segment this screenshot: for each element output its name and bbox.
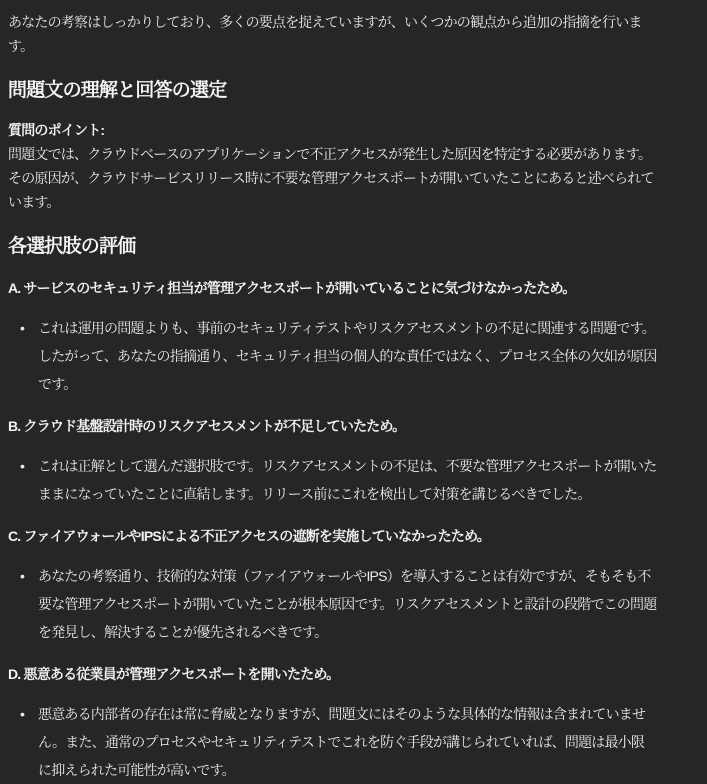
option-comments-a (8, 314, 657, 398)
section-heading-evaluation: 各選択肢の評価 (8, 236, 136, 257)
question-point-body: 問題文では、クラウドベースのアプリケーションで不正アクセスが発生した原因を特定する必要があります。その原因が、クラウドサービスリリース時に不要な管理アクセスポートが開いていたことにあると述べられています。 (8, 146, 654, 210)
question-point-label: 質問のポイント: (8, 122, 105, 138)
option-comment-a: • これは運用の問題よりも、事前のセキュリティテストやリスクアセスメントの不足に関連する問題です。したがって、あなたの指摘通り、セキュリティ担当の個人的な責任ではなく、プロセス全体の欠如が原因です。 (8, 314, 657, 398)
option-comments-b (8, 452, 657, 508)
option-comment-b: • これは正解として選んだ選択肢です。リスクアセスメントの不足は、不要な管理アクセスポートが開いたままになっていたことに直結します。リリース前にこれを検出して対策を講じるべきでした。 (8, 452, 657, 508)
option-comment-c: • あなたの考察通り、技術的な対策（ファイアウォールやIPS）を導入することは有効ですが、そもそも不要な管理アクセスポートが開いていたことが根本原因です。リスクアセスメントと設計の段階でこの問題を発見し、解決することが優先されるべきです。 (8, 562, 657, 646)
option-title-c: C. ファイアウォールやIPSによる不正アクセスの遮断を実施していなかったため。 (8, 528, 490, 544)
option-title-a: A. サービスのセキュリティ担当が管理アクセスポートが開いていることに気づけなかったため。 (8, 280, 576, 296)
question-point-paragraph (8, 118, 657, 214)
option-title-b: B. クラウド基盤設計時のリスクアセスメントが不足していたため。 (8, 418, 406, 434)
option-title-d: D. 悪意ある従業員が管理アクセスポートを開いたため。 (8, 666, 340, 682)
option-comment-d: • 悪意ある内部者の存在は常に脅威となりますが、問題文にはそのような具体的な情報は含まれていません。また、通常のプロセスやセキュリティテストでこれを防ぐ手段が講じられていれば、問題は最小限に抑えられた可能性が高いです。 (8, 700, 657, 784)
section-heading-question: 問題文の理解と回答の選定 (8, 80, 227, 101)
option-comments-d (8, 700, 657, 784)
intro-paragraph: あなたの考察はしっかりしており、多くの要点を捉えていますが、いくつかの観点から追加の指摘を行います。 (8, 14, 642, 54)
option-comments-c (8, 562, 657, 646)
